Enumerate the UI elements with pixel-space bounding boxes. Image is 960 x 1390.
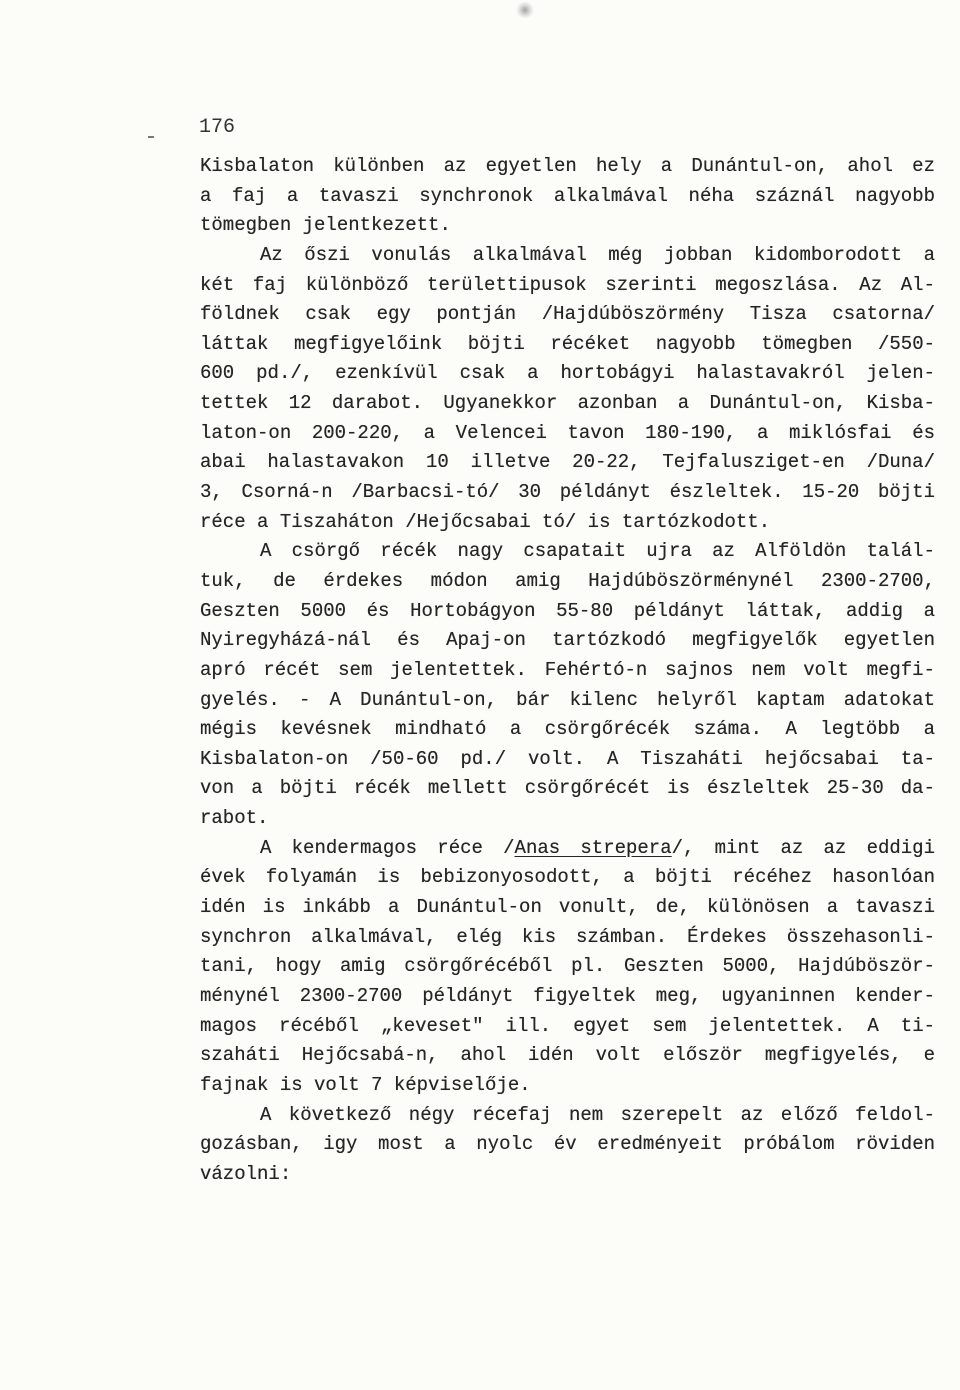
paragraph-first-line: Az őszi vonulás alkalmával még jobban kidomborodott a	[260, 243, 935, 266]
text-line: von a böjti récék mellett csörgőrécét is észleltek 25-30 da-	[200, 777, 935, 800]
text-line: rabot.	[200, 807, 269, 830]
text-line: tettek 12 darabot. Ugyanekkor azonban a Dunántul-on, Kisba-	[200, 392, 935, 415]
text-line: földnek csak egy pontján /Hajdúböszörmény Tisza csatorna/	[200, 303, 935, 326]
text-line: Nyiregyházá-nál és Apaj-on tartózkodó megfigyelők egyetlen	[200, 629, 935, 652]
text-line: tömegben jelentkezett.	[200, 214, 451, 237]
text-line: szaháti Hejőcsabá-n, ahol idén volt először megfigyelés, e	[200, 1044, 935, 1067]
scan-speck	[516, 2, 534, 18]
document-body	[200, 152, 935, 1189]
text-line: idén is inkább a Dunántul-on vonult, de, különösen a tavaszi	[200, 896, 935, 919]
text-line: mégis kevésnek mindható a csörgőrécék száma. A legtöbb a	[200, 718, 935, 741]
text-line: gozásban, igy most a nyolc év eredményeit próbálom röviden	[200, 1133, 935, 1156]
text-line: láttak megfigyelőink böjti récéket nagyobb tömegben /550-	[200, 332, 935, 355]
paragraph-first-line: A következő négy récefaj nem szerepelt az előző feldol-	[260, 1103, 935, 1126]
text-line: fajnak is volt 7 képviselője.	[200, 1073, 531, 1096]
text-line: gyelés. - A Dunántul-on, bár kilenc helyről kaptam adatokat	[200, 688, 935, 711]
text-line: Geszten 5000 és Hortobágyon 55-80 példányt láttak, addig a	[200, 599, 935, 622]
page-number: 176	[199, 116, 236, 139]
text-line: ménynél 2300-2700 példányt figyeltek meg, ugyaninnen kender-	[200, 984, 935, 1007]
margin-mark	[148, 136, 154, 138]
paragraph-first-line	[200, 834, 935, 864]
text-line: évek folyamán is bebizonyosodott, a böjti récéhez hasonlóan	[200, 866, 935, 889]
species-name-underlined: Anas strepera	[514, 836, 672, 859]
text-line: tani, hogy amig csörgőrécéből pl. Geszten 5000, Hajdúböször-	[200, 955, 935, 978]
text-line: magos récéből „keveset" ill. egyet sem jelentettek. A ti-	[200, 1014, 935, 1037]
text-line: apró récét sem jelentettek. Fehértó-n sajnos nem volt megfi-	[200, 658, 935, 681]
text-line: 600 pd./, ezenkívül csak a hortobágyi halastavakról jelen-	[200, 362, 935, 385]
text-line: Kisbalaton-on /50-60 pd./ volt. A Tiszaháti hejőcsabai ta-	[200, 747, 935, 770]
text-line: laton-on 200-220, a Velencei tavon 180-190, a miklósfai és	[200, 421, 935, 444]
text-line: tuk, de érdekes módon amig Hajdúböszörménynél 2300-2700,	[200, 569, 935, 592]
text-line: vázolni:	[200, 1162, 292, 1185]
text-line: Kisbalaton különben az egyetlen hely a Dunántul-on, ahol ez	[200, 155, 935, 177]
text-fragment: /, mint az az eddigi	[671, 836, 935, 859]
text-line: a faj a tavaszi synchronok alkalmával néha száznál nagyobb	[200, 184, 935, 207]
text-line: 3, Csorná-n /Barbacsi-tó/ 30 példányt észleltek. 15-20 böjti	[200, 481, 935, 504]
paragraph-first-line: A csörgő récék nagy csapatait ujra az Alföldön talál-	[260, 540, 935, 563]
text-line: réce a Tiszaháton /Hejőcsabai tó/ is tartózkodott.	[200, 510, 771, 533]
text-line: synchron alkalmával, elég kis számban. Érdekes összehasonli-	[200, 925, 935, 948]
text-line: két faj különböző területtipusok szerinti megoszlása. Az Al-	[200, 273, 935, 296]
text-line: abai halastavakon 10 illetve 20-22, Tejfalusziget-en /Duna/	[200, 451, 935, 474]
text-fragment: A kendermagos réce /	[260, 836, 515, 859]
